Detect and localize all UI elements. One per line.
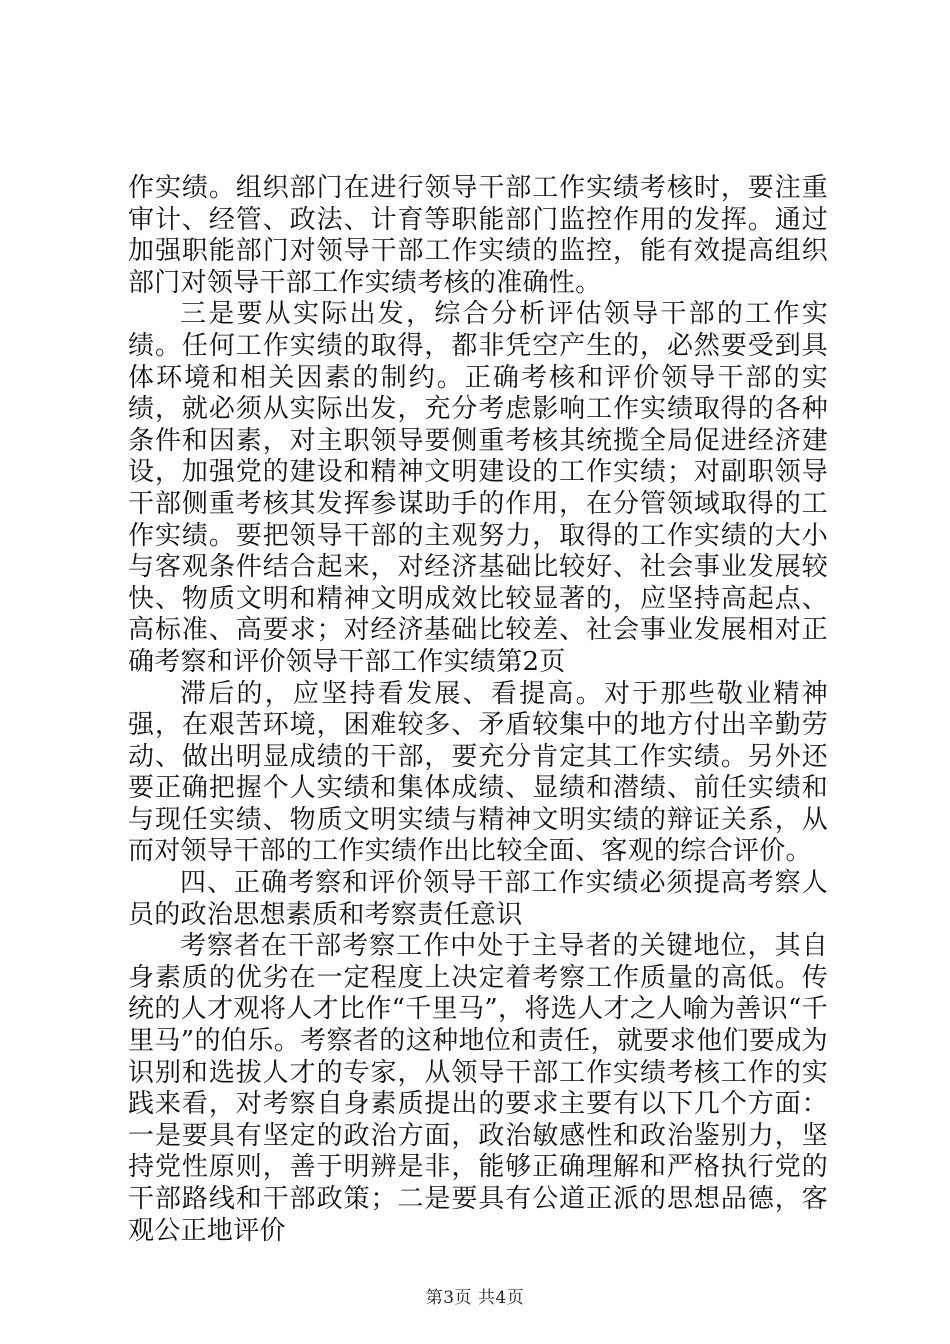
paragraph-4: 四、正确考察和评价领导干部工作实绩必须提高考察人员的政治思想素质和考察责任意识 bbox=[128, 868, 828, 930]
paragraph-3: 滞后的，应坚持看发展、看提高。对于那些敬业精神强，在艰苦环境，困难较多、矛盾较集中的地方付出辛勤劳动、做出明显成绩的干部，要充分肯定其工作实绩。另外还要正确把握个人实绩和集体成绩、显绩和潜绩、前任实绩和与现任实绩、物质文明实绩与精神文明实绩的辩证关系，从而对领导干部的工作实绩作出比较全面、客观的综合评价。 bbox=[128, 678, 828, 867]
paragraph-5: 考察者在干部考察工作中处于主导者的关键地位，其自身素质的优劣在一定程度上决定着考察工作质量的高低。传统的人才观将人才比作“千里马”，将选人才之人喻为善识“千里马”的伯乐。考察者的这种地位和责任，就要求他们要成为识别和选拔人才的专家，从领导干部工作实绩考核工作的实践来看，对考察自身素质提出的要求主要有以下几个方面：一是要具有坚定的政治方面，政治敏感性和政治鉴别力，坚持党性原则，善于明辨是非，能够正确理解和严格执行党的干部路线和干部政策；二是要具有公道正派的思想品德，客观公正地评价 bbox=[128, 931, 828, 1246]
body-text bbox=[128, 173, 828, 1247]
paragraph-1: 作实绩。组织部门在进行领导干部工作实绩考核时，要注重审计、经管、政法、计育等职能部门监控作用的发挥。通过加强职能部门对领导干部工作实绩的监控，能有效提高组织部门对领导干部工作实绩考核的准确性。 bbox=[128, 173, 828, 298]
paragraph-2: 三是要从实际出发，综合分析评估领导干部的工作实绩。任何工作实绩的取得，都非凭空产生的，必然要受到具体环境和相关因素的制约。正确考核和评价领导干部的实绩，就必须从实际出发，充分考虑影响工作实绩取得的各种条件和因素，对主职领导要侧重考核其统揽全局促进经济建设，加强党的建设和精神文明建设的工作实绩；对副职领导干部侧重考核其发挥参谋助手的作用，在分管领域取得的工作实绩。要把领导干部的主观努力，取得的工作实绩的大小与客观条件结合起来，对经济基础比较好、社会事业发展较快、物质文明和精神文明成效比较显著的，应坚持高起点、高标准、高要求；对经济基础比较差、社会事业发展相对正确考察和评价领导干部工作实绩第2页 bbox=[128, 299, 828, 677]
page-number: 第3页 共4页 bbox=[425, 1288, 525, 1308]
page-footer bbox=[0, 1283, 950, 1308]
